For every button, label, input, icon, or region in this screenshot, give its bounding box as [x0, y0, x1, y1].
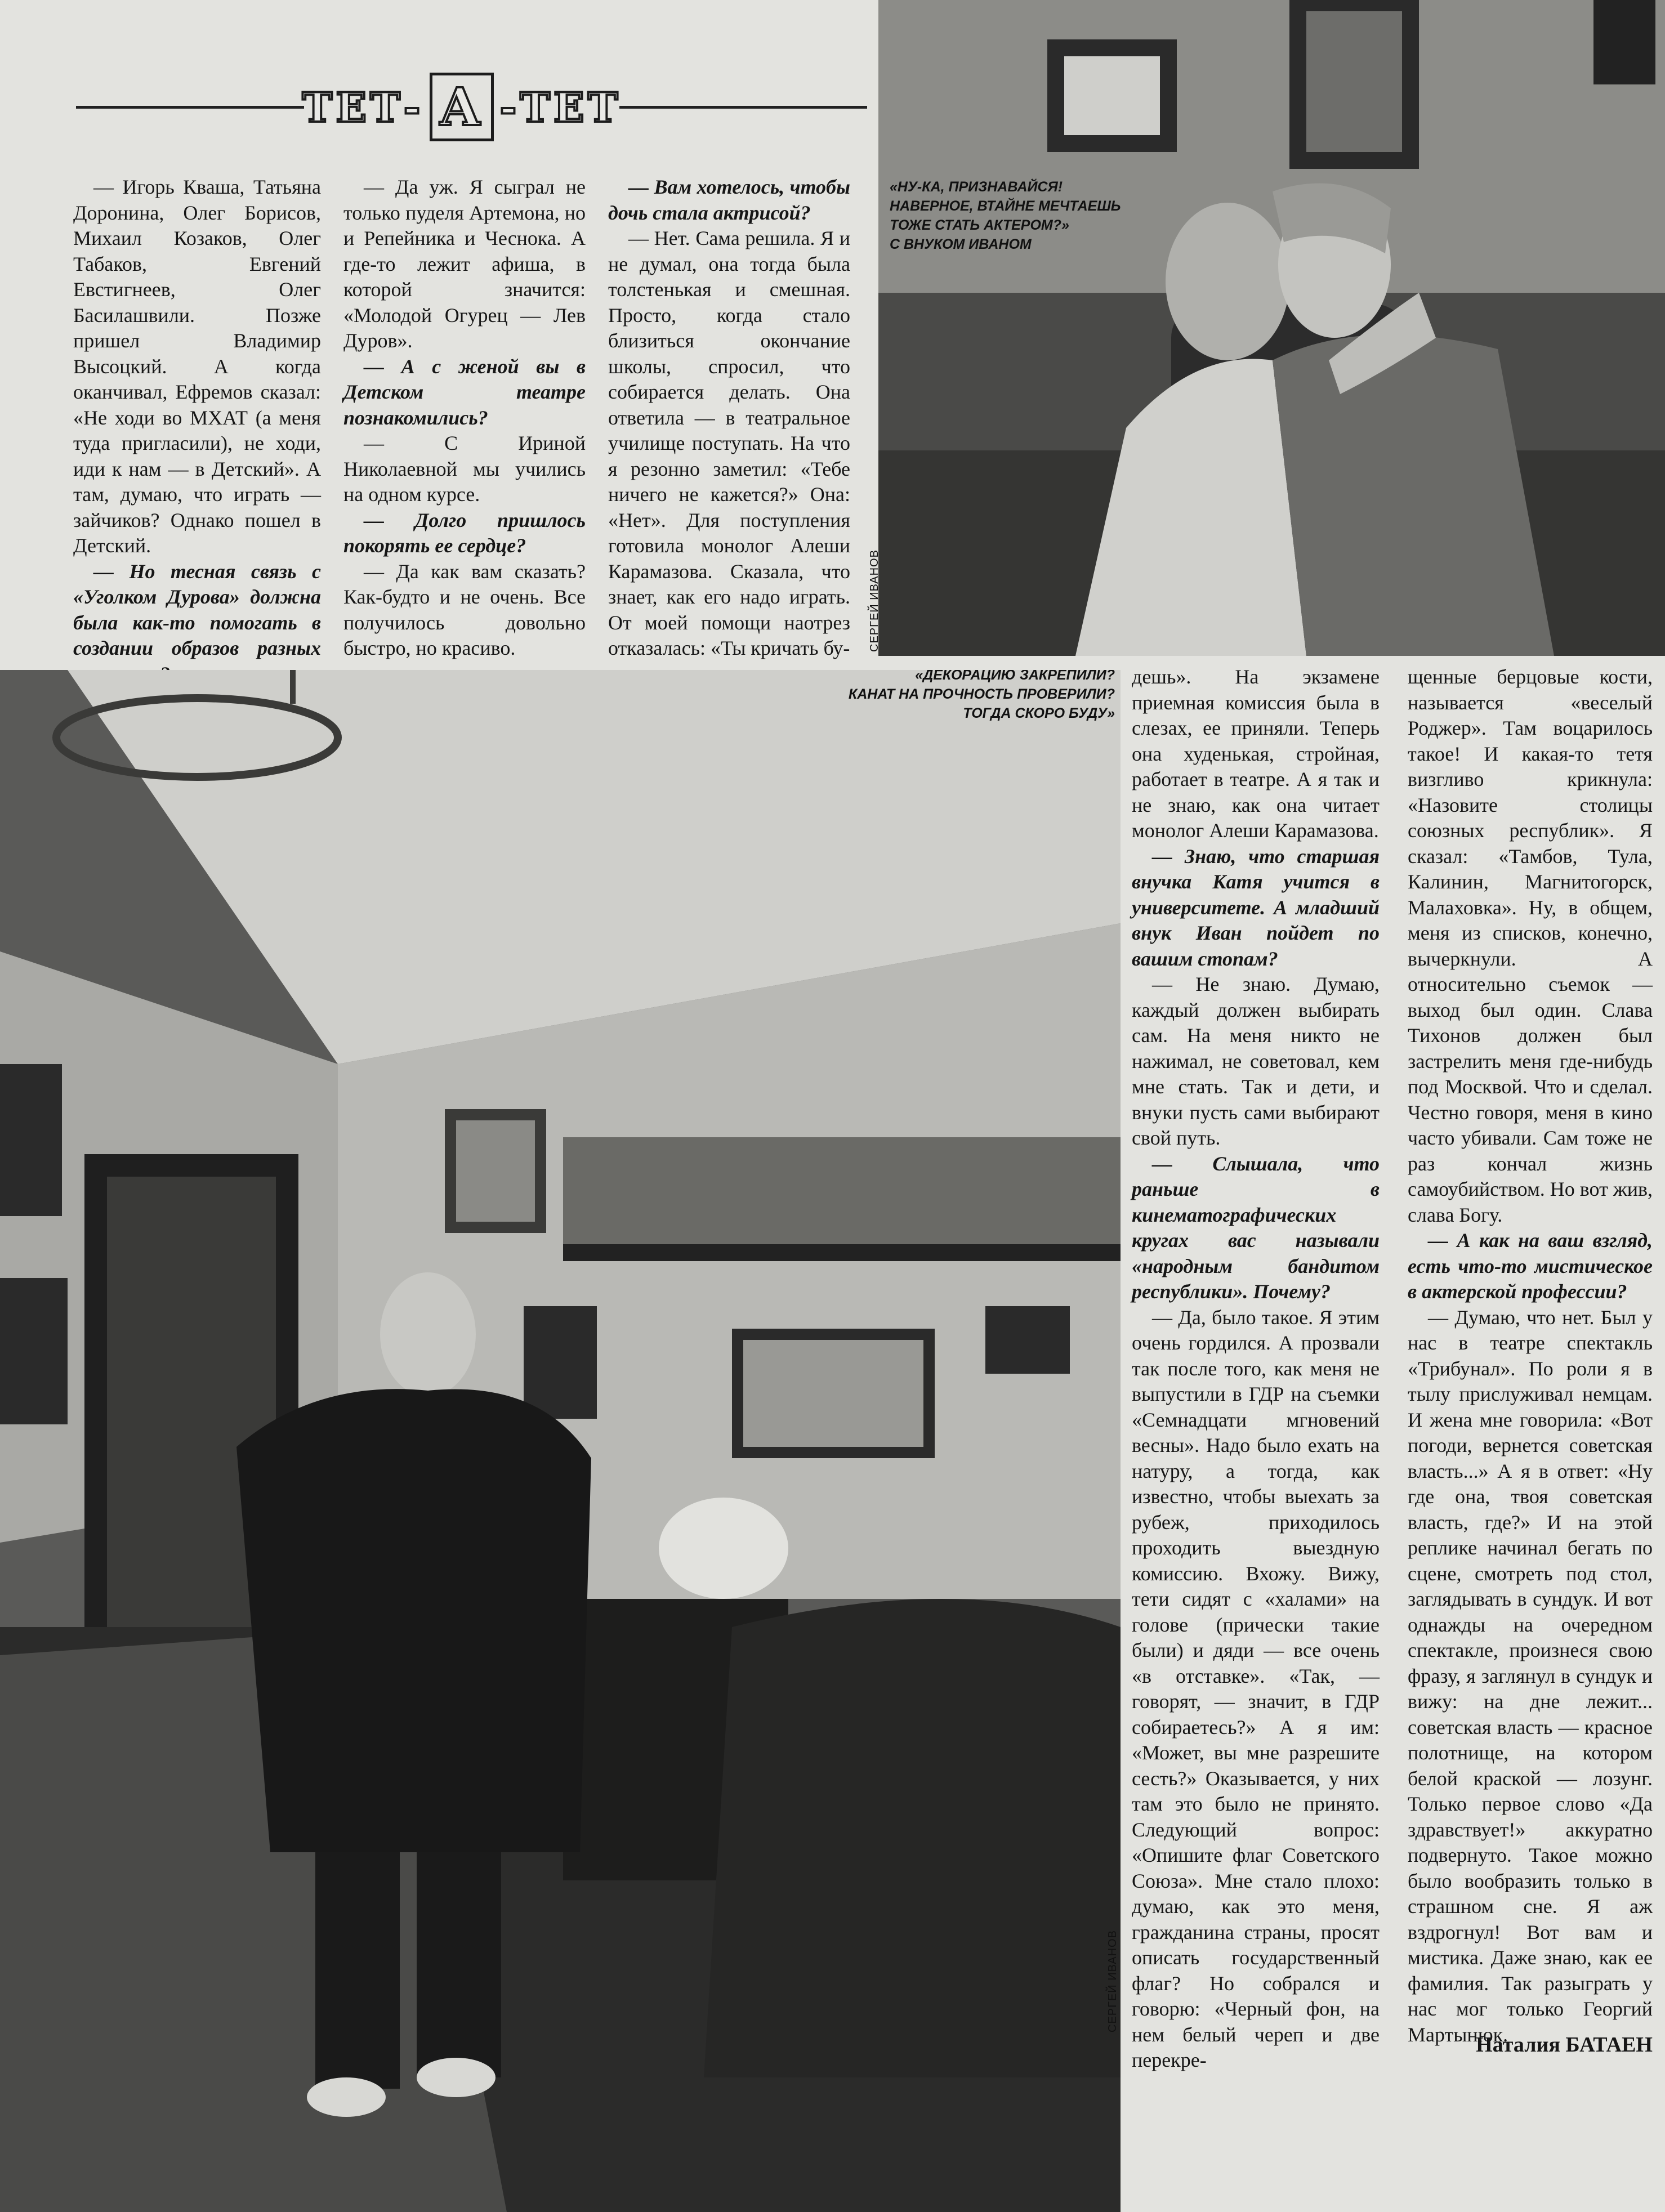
- caption-line: «НУ-КА, ПРИЗНАВАЙСЯ!: [890, 179, 1063, 195]
- photo-couple-with-grandson: [878, 0, 1665, 656]
- rubric-mid: А: [430, 73, 494, 141]
- paragraph: щенные берцовые кости, называется «веселый Роджер». Там воцарилось такое! И какая-то тетя визгливо крикнула: «Назовите столицы союзных республик». Я сказал: «Тамбов, Тула, Калинин, Магнитогорск, Малаховка». Ну, в общем, меня из списков, конечно, вычеркнули. А относительно съемок — выход был один. Слава Тихонов должен был застрелить меня где-нибудь под Москвой. Что и сделал. Честно говоря, меня в кино часто убивали. Сам тоже не раз кончал жизнь самоубийством. Но вот жив, слава Богу.: [1408, 665, 1653, 1226]
- paragraph: — Игорь Кваша, Татьяна Доронина, Олег Борисов, Михаил Козаков, Олег Табаков, Евгений Евстигнеев, Олег Басилашвили. Позже пришел Владимир Высоцкий. А когда оканчивал, Ефремов сказал: «Не ходи во МХАТ (а меня туда пригласили), не ходи, иди к нам — в Детский». А там, думаю, что играть — зайчиков? Однако пошел в Детский.: [73, 176, 321, 557]
- article-column-3: [608, 175, 850, 662]
- caption-line: КАНАТ НА ПРОЧНОСТЬ ПРОВЕРИЛИ?: [848, 686, 1115, 702]
- question: — Слышала, что раньше в кинематографических кругах вас называли «народным бандитом республики». Почему?: [1132, 1152, 1380, 1303]
- question: — Знаю, что старшая внучка Катя учится в университете. А младший внук Иван пойдет по вашим стопам?: [1132, 844, 1380, 970]
- rubric-rule-right: [619, 106, 867, 109]
- article-column-1: [73, 175, 321, 687]
- author-signature: Наталия БАТАЕН: [1476, 2033, 1653, 2057]
- photo-caption-big: [833, 670, 1115, 723]
- rubric-right: -ТЕТ: [499, 83, 622, 131]
- question: — Долго пришлось покорять ее сердце?: [343, 508, 586, 557]
- paragraph: — Да уж. Я сыграл не только пуделя Артемона, но и Репейника и Чеснока. А где-то лежит афиша, в которой значится: «Молодой Огурец — Лев Дуров».: [343, 176, 586, 352]
- question: — Вам хотелось, чтобы дочь стала актрисой?: [608, 176, 850, 224]
- paragraph: — Да, было такое. Я этим очень гордился. А прозвали так после того, как меня не выпустили в ГДР на съемки «Семнадцати мгновений весны». Надо было ехать на натуру, а тогда, как известно, чтобы выехать за рубеж, приходилось проходить выездную комиссию. Вхожу. Вижу, тети сидят с «халами» на голове (прически такие были) и дяди — все очень «в отставке». «Так, — говорят, — значит, в ГДР собираетесь?» А я им: «Может, вы мне разрешите сесть?» Оказывается, у них там это было не принято. Следующий вопрос: «Опишите флаг Советского Союза». Мне стало плохо: думаю, как это меня, гражданина страны, просят описать государственный флаг? Но собрался и говорю: «Черный фон, на нем белый череп и две перекре-: [1132, 1306, 1380, 2071]
- paragraph: — Да как вам сказать? Как-будто и не очень. Все получилось довольно быстро, но красиво.: [343, 560, 586, 659]
- rubric-left: ТЕТ-: [302, 83, 424, 131]
- article-column-5: [1408, 664, 1653, 2048]
- question: — Но тесная связь с «Уголком Дурова» должна была как-то помогать в создании образов разных: [73, 560, 321, 659]
- photo-credit-top: СЕРГЕЙ ИВАНОВ: [868, 549, 881, 652]
- paragraph: дешь». На экзамене приемная комиссия была в слезах, ее приняли. Теперь она худенькая, стройная, работает в театре. А я так и не знаю, как она читает монолог Алеши Карамазова.: [1132, 665, 1380, 842]
- paragraph: — С Ириной Николаевной мы учились на одном курсе.: [343, 432, 586, 506]
- photo-actor-on-phone: [0, 670, 1121, 2212]
- article-column-4: [1132, 664, 1380, 2074]
- rubric-rule-left: [76, 106, 304, 109]
- caption-line: С ВНУКОМ ИВАНОМ: [890, 236, 1032, 252]
- photo-room-image: [0, 670, 1121, 2212]
- caption-line: ТОЖЕ СТАТЬ АКТЕРОМ?»: [890, 217, 1069, 233]
- caption-line: НАВЕРНОЕ, ВТАЙНЕ МЕЧТАЕШЬ: [890, 198, 1121, 214]
- question: — А как на ваш взгляд, есть что-то мистическое в актерской профессии?: [1408, 1229, 1653, 1303]
- photo-credit-big: СЕРГЕЙ ИВАНОВ: [1106, 1930, 1119, 2032]
- paragraph: — Не знаю. Думаю, каждый должен выбирать сам. На меня никто не нажимал, не советовал, кем мне стать. Так и дети, и внуки пусть сами выбирают свой путь.: [1132, 973, 1380, 1149]
- question: — А с женой вы в Детском театре познакомились?: [343, 355, 586, 429]
- rubric-header: [302, 62, 622, 152]
- article-column-2: [343, 175, 586, 662]
- paragraph: — Думаю, что нет. Был у нас в театре спектакль «Трибунал». По роли я в тылу прислуживал немцам. И жена мне говорила: «Вот погоди, вернется советская власть...» А я в ответ: «Ну где она, твоя советская власть, где?» И на этой реплике начинал бегать по сцене, смотреть под стол, заглядывать в сундук. И вот однажды на очередном спектакле, произнеся свою фразу, я заглянул в сундук и вижу: на дне лежит... советская власть — красное полотнище, на котором белой краской — лозунг. Только первое слово «Да здравствует!» аккуратно подвернуто. Такое можно было вообразить только в страшном сне. Я аж вздрогнул! Вот вам и мистика. Даже знаю, как ее фамилия. Так разыграть у нас мог только Георгий Мартынюк.: [1408, 1306, 1653, 2046]
- photo-caption-top: [890, 177, 1132, 254]
- photo-couple-image: [878, 0, 1665, 656]
- caption-line: ТОГДА СКОРО БУДУ»: [963, 705, 1115, 721]
- caption-line: «ДЕКОРАЦИЮ ЗАКРЕПИЛИ?: [915, 670, 1115, 683]
- paragraph: — Нет. Сама решила. Я и не думал, она тогда была толстенькая и смешная. Просто, когда стало близиться окончание школы, спросил, что собирается делать. Она ответила — в театральное училище поступать. На что я резонно заметил: «Тебе ничего не кажется?» Она: «Нет». Для поступления готовила монолог Алеши Карамазова. Сказала, что знает, как его надо играть. От моей помощи наотрез отказалась: «Ты кричать бу-: [608, 227, 850, 659]
